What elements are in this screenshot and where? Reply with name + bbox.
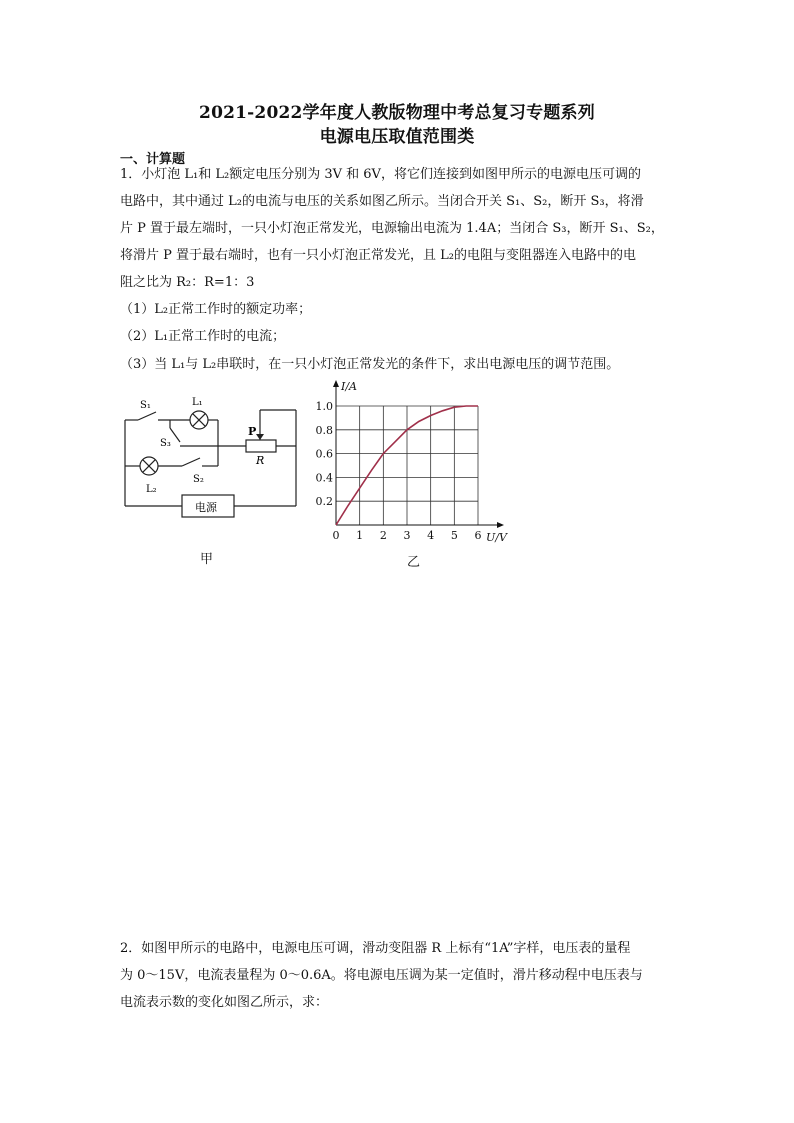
circuit-diagram xyxy=(110,388,310,528)
q1-line-5: 阻之比为 R₂：R=1：3 xyxy=(120,275,255,290)
y-axis-arrow-icon xyxy=(333,380,339,387)
x-tick-label: 3 xyxy=(403,529,411,542)
caption-yi: 乙 xyxy=(407,555,421,570)
switch-s2 xyxy=(182,458,200,466)
x-axis-arrow-icon xyxy=(497,522,504,528)
q1-line-3: 片 P 置于最左端时，一只小灯泡正常发光，电源输出电流为 1.4A；当闭合 S₃，断开 S₁、S₂， xyxy=(120,221,664,236)
q1-subquestion-3: （3）当 L₁与 L₂串联时，在一只小灯泡正常发光的条件下，求出电源电压的调节范围。 xyxy=(120,357,620,372)
q1-subquestion-2: （2）L₁正常工作时的电流； xyxy=(120,329,286,344)
label-r: R xyxy=(256,454,265,467)
x-tick-label: 6 xyxy=(474,529,482,542)
y-tick-label: 1.0 xyxy=(315,400,333,413)
q1-line-2: 电路中，其中通过 L₂的电流与电压的关系如图乙所示。当闭合开关 S₁、S₂，断开 S₃，将滑 xyxy=(120,194,644,209)
label-s1: S₁ xyxy=(140,400,151,411)
label-source: 电源 xyxy=(195,501,217,514)
x-tick-label: 0 xyxy=(332,529,340,542)
iu-chart xyxy=(310,380,520,550)
document-title: 2021-2022学年度人教版物理中考总复习专题系列 xyxy=(199,103,595,123)
q1-subquestion-1: （1）L₂正常工作时的额定功率； xyxy=(120,302,312,317)
y-tick-label: 0.4 xyxy=(315,471,333,485)
label-l1: L₁ xyxy=(192,397,203,408)
y-axis-label: I/A xyxy=(341,380,357,393)
slider-arrow-icon xyxy=(256,434,264,440)
label-l2: L₂ xyxy=(146,484,157,495)
x-tick-label: 4 xyxy=(427,529,435,542)
y-tick-label: 0.8 xyxy=(315,423,333,437)
x-tick-label: 2 xyxy=(379,529,387,542)
x-axis-label: U/V xyxy=(486,531,507,544)
y-tick-label: 0.6 xyxy=(315,447,333,461)
document-subtitle: 电源电压取值范围类 xyxy=(319,127,475,147)
label-s3: S₃ xyxy=(160,438,171,449)
label-s2: S₂ xyxy=(193,474,204,485)
label-p: P xyxy=(248,425,257,438)
x-tick-label: 1 xyxy=(356,529,364,542)
q2-line-2: 为 0～15V，电流表量程为 0～0.6A。将电源电压调为某一定值时，滑片移动程中电压表与 xyxy=(120,968,643,983)
q1-line-1: 1．小灯泡 L₁和 L₂额定电压分别为 3V 和 6V，将它们连接到如图甲所示的电源电压可调的 xyxy=(120,167,641,182)
section-heading: 一、计算题 xyxy=(120,152,186,167)
rheostat-r xyxy=(246,440,276,452)
caption-jia: 甲 xyxy=(200,552,214,567)
x-tick-label: 5 xyxy=(450,529,458,542)
q2-line-3: 电流表示数的变化如图乙所示，求： xyxy=(120,995,329,1010)
switch-s1 xyxy=(138,412,156,420)
q1-line-4: 将滑片 P 置于最右端时，也有一只小灯泡正常发光，且 L₂的电阻与变阻器连入电路中的电 xyxy=(120,248,636,263)
y-tick-label: 0.2 xyxy=(315,495,333,509)
q2-line-1: 2．如图甲所示的电路中，电源电压可调，滑动变阻器 R 上标有“1A”字样，电压表的量程 xyxy=(120,941,631,956)
switch-s3 xyxy=(170,428,180,442)
